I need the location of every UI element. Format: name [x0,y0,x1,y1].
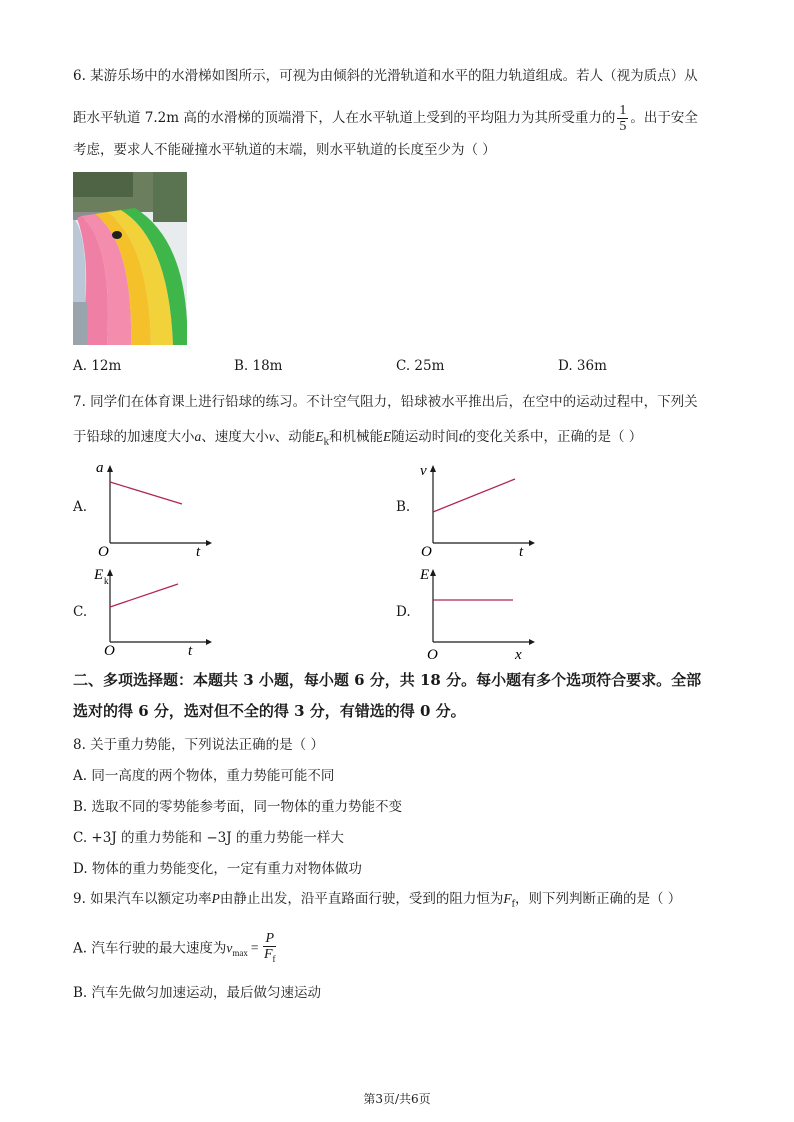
graph-c-origin: O [104,643,115,659]
graph-a-ylabel: a [96,460,104,476]
var-vmax: v [226,940,233,956]
graph-a-xlabel: t [196,544,201,558]
q6-stem-line3: 考虑，要求人不能碰撞水平轨道的末端，则水平轨道的长度至少为（ ） [73,142,496,158]
var-v: v [268,429,275,444]
q9-option-a[interactable] [73,931,278,967]
graph-d-ylabel: E [420,567,430,583]
q6-stem-line2-tail: 。出于安全 [630,110,698,126]
q7-option-b-label[interactable]: B. [396,499,411,515]
q7-option-c-label[interactable]: C. [73,604,88,620]
fraction-numerator-p: P [265,931,275,946]
page-footer: 第3页/共6页 [363,1092,431,1106]
q9-option-b[interactable]: B. 汽车先做匀加速运动，最后做匀速运动 [73,985,322,1001]
q6-stem-line2 [73,103,698,134]
q8-option-d[interactable]: D. 物体的重力势能变化，一定有重力对物体做功 [73,861,362,877]
graph-c-line [110,584,178,607]
q7-option-d-label[interactable]: D. [396,604,411,620]
graph-a-line [110,482,182,504]
graph-b[interactable] [417,458,537,558]
graph-c-xlabel: t [188,643,193,659]
var-t: t [458,429,463,444]
q8-option-a[interactable]: A. 同一高度的两个物体，重力势能可能不同 [73,768,335,784]
fraction-p-over-ff [263,931,276,967]
q7-text-c: 、动能 [274,429,316,445]
graph-b-ylabel: v [420,463,427,479]
q9-stem-mid: 由静止出发，沿平直路面行驶，受到的阻力恒为 [219,891,504,907]
graph-c-ylabel: E [94,567,104,583]
var-p: P [211,891,220,906]
q8-stem: 8. 关于重力势能，下列说法正确的是（ ） [73,737,324,753]
fraction-denominator-sub: f [272,953,276,964]
fraction-denominator-f: F [263,947,273,962]
q7-stem-line2 [73,427,642,453]
graph-b-xlabel: t [519,544,524,558]
graph-d-origin: O [427,647,438,662]
graph-b-origin: O [421,544,432,558]
var-f: F [503,891,512,906]
var-e: E [382,429,392,444]
var-ek: E [315,429,324,444]
q9-stem-post: ，则下列判断正确的是（ ） [515,891,682,907]
fraction-numerator: 1 [619,103,627,118]
graph-a[interactable] [94,458,214,558]
q9-stem-pre: 9. 如果汽车以额定功率 [73,891,212,907]
q9-option-a-text: A. 汽车行驶的最大速度为 [73,940,227,957]
q9-stem [73,889,681,915]
q7-option-a-label[interactable]: A. [73,499,88,515]
section2-heading-line1: 二、多项选择题：本题共 3 小题，每小题 6 分，共 18 分。每小题有多个选项符合要求。全部 [73,671,702,689]
q7-stem-line1: 7. 同学们在体育课上进行铅球的练习。不计空气阻力，铅球被水平推出后，在空中的运动过程中，下列关 [73,394,698,410]
q7-text-d: 和机械能 [328,429,383,445]
q6-stem-line2-text: 距水平轨道 7.2m 高的水滑梯的顶端滑下，人在水平轨道上受到的平均阻力为其所受重力的 [73,110,616,126]
q7-text-f: 的变化关系中，正确的是（ ） [462,429,643,445]
q7-text-b: 、速度大小 [201,429,269,445]
var-ek-sub: k [323,437,329,448]
var-f-sub: f [511,899,516,910]
graph-a-origin: O [98,544,109,558]
graph-b-line [433,479,515,512]
graph-d[interactable] [417,562,537,662]
q8-option-b[interactable]: B. 选取不同的零势能参考面，同一物体的重力势能不变 [73,799,403,815]
q6-stem-line1: 6. 某游乐场中的水滑梯如图所示，可视为由倾斜的光滑轨道和水平的阻力轨道组成。若人（视为质点）从 [73,68,698,84]
q6-option-b[interactable]: B. 18m [234,358,283,374]
q6-option-c[interactable]: C. 25m [396,358,445,374]
q6-option-a[interactable]: A. 12m [73,358,122,374]
graph-c[interactable] [94,562,214,662]
var-a: a [194,429,202,444]
equals-sign: = [250,940,259,956]
q7-text-e: 随运动时间 [391,429,459,445]
fraction-denominator: 5 [619,119,627,134]
q8-option-c[interactable]: C. +3J 的重力势能和 −3J 的重力势能一样大 [73,830,344,846]
section2-heading-line2: 选对的得 6 分，选对但不全的得 3 分，有错选的得 0 分。 [73,702,466,720]
q7-text-a: 于铅球的加速度大小 [73,429,195,445]
q6-option-d[interactable]: D. 36m [558,358,607,374]
fraction-one-fifth [617,103,628,134]
water-slide-photo [73,172,187,345]
var-vmax-sub: max [232,948,248,959]
graph-d-xlabel: x [515,647,522,662]
graph-c-ylabel-sub: k [104,576,109,586]
